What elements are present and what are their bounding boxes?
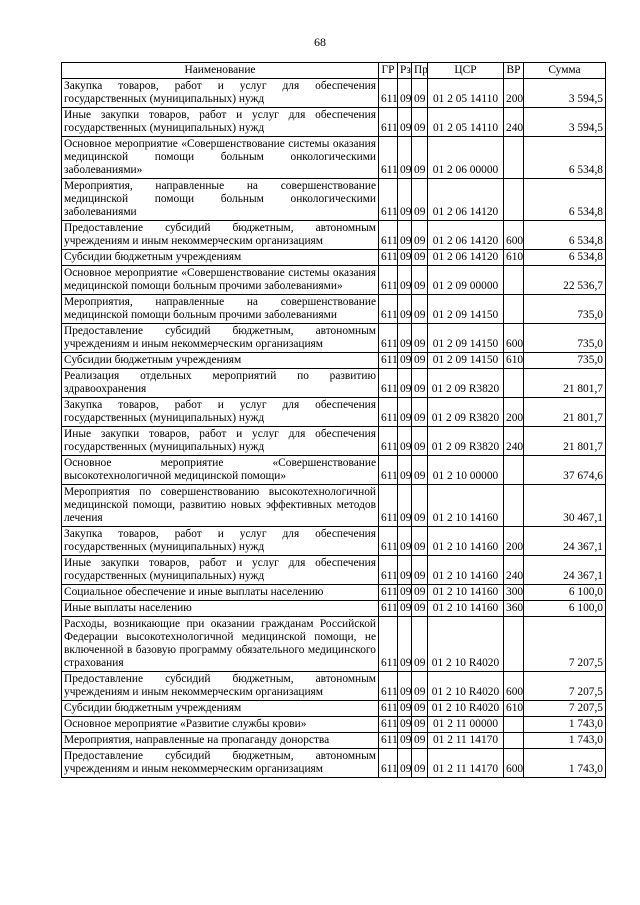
cell-pr: 09 — [412, 369, 428, 398]
cell-sum: 7 207,5 — [524, 672, 606, 701]
cell-gr: 611 — [379, 221, 398, 250]
cell-pr: 09 — [412, 585, 428, 601]
cell-vr: 600 — [504, 672, 524, 701]
cell-sum: 21 801,7 — [524, 369, 606, 398]
cell-pr: 09 — [412, 601, 428, 617]
cell-gr: 611 — [379, 672, 398, 701]
cell-pr: 09 — [412, 733, 428, 749]
cell-vr: 360 — [504, 601, 524, 617]
cell-pr: 09 — [412, 79, 428, 108]
cell-rz: 09 — [398, 749, 412, 778]
table-body — [62, 79, 606, 778]
cell-name: Расходы, возникающие при оказании гражданам Российской Федерации высокотехнологичной медицинской помощи, не включенной в базовую программу обязательного медицинского страхования — [62, 617, 379, 672]
cell-name: Иные закупки товаров, работ и услуг для обеспечения государственных (муниципальных) нужд — [62, 556, 379, 585]
cell-rz: 09 — [398, 179, 412, 221]
cell-name: Иные закупки товаров, работ и услуг для обеспечения государственных (муниципальных) нужд — [62, 427, 379, 456]
cell-name: Основное мероприятие «Развитие службы крови» — [62, 717, 379, 733]
cell-gr: 611 — [379, 733, 398, 749]
cell-vr — [504, 717, 524, 733]
table-row — [62, 672, 606, 701]
cell-rz: 09 — [398, 601, 412, 617]
cell-csr: 01 2 11 14170 — [428, 733, 504, 749]
table-row — [62, 179, 606, 221]
cell-rz: 09 — [398, 108, 412, 137]
table-row — [62, 324, 606, 353]
cell-pr: 09 — [412, 617, 428, 672]
cell-sum: 6 534,8 — [524, 221, 606, 250]
cell-rz: 09 — [398, 701, 412, 717]
table-row — [62, 601, 606, 617]
cell-pr: 09 — [412, 108, 428, 137]
table-row — [62, 353, 606, 369]
cell-rz: 09 — [398, 79, 412, 108]
cell-rz: 09 — [398, 485, 412, 527]
cell-name: Предоставление субсидий бюджетным, автономным учреждениям и иным некоммерческим организациям — [62, 749, 379, 778]
cell-vr — [504, 733, 524, 749]
cell-name: Предоставление субсидий бюджетным, автономным учреждениям и иным некоммерческим организациям — [62, 324, 379, 353]
cell-rz: 09 — [398, 456, 412, 485]
cell-name: Иные закупки товаров, работ и услуг для обеспечения государственных (муниципальных) нужд — [62, 108, 379, 137]
cell-name: Реализация отдельных мероприятий по развитию здравоохранения — [62, 369, 379, 398]
cell-name: Субсидии бюджетным учреждениям — [62, 701, 379, 717]
cell-rz: 09 — [398, 353, 412, 369]
cell-rz: 09 — [398, 585, 412, 601]
budget-table — [61, 62, 606, 778]
cell-csr: 01 2 05 14110 — [428, 108, 504, 137]
cell-pr: 09 — [412, 179, 428, 221]
cell-name: Предоставление субсидий бюджетным, автономным учреждениям и иным некоммерческим организациям — [62, 221, 379, 250]
cell-name: Субсидии бюджетным учреждениям — [62, 353, 379, 369]
cell-csr: 01 2 11 00000 — [428, 717, 504, 733]
cell-sum: 24 367,1 — [524, 556, 606, 585]
cell-pr: 09 — [412, 353, 428, 369]
table-row — [62, 295, 606, 324]
cell-csr: 01 2 10 R4020 — [428, 672, 504, 701]
cell-name: Основное мероприятие «Совершенствование системы оказания медицинской помощи больным онкологическими заболеваниями» — [62, 137, 379, 179]
table-row — [62, 369, 606, 398]
cell-pr: 09 — [412, 717, 428, 733]
table-row — [62, 137, 606, 179]
cell-gr: 611 — [379, 601, 398, 617]
cell-gr: 611 — [379, 369, 398, 398]
cell-rz: 09 — [398, 527, 412, 556]
cell-vr: 610 — [504, 701, 524, 717]
cell-vr: 200 — [504, 398, 524, 427]
cell-sum: 21 801,7 — [524, 398, 606, 427]
cell-vr — [504, 617, 524, 672]
table-row — [62, 717, 606, 733]
cell-pr: 09 — [412, 672, 428, 701]
header-sum: Сумма — [524, 63, 606, 79]
cell-rz: 09 — [398, 672, 412, 701]
cell-rz: 09 — [398, 266, 412, 295]
cell-csr: 01 2 06 00000 — [428, 137, 504, 179]
cell-rz: 09 — [398, 556, 412, 585]
cell-gr: 611 — [379, 398, 398, 427]
cell-sum: 1 743,0 — [524, 717, 606, 733]
cell-vr — [504, 295, 524, 324]
cell-vr — [504, 179, 524, 221]
cell-name: Субсидии бюджетным учреждениям — [62, 250, 379, 266]
cell-csr: 01 2 10 14160 — [428, 601, 504, 617]
cell-csr: 01 2 10 14160 — [428, 527, 504, 556]
header-csr: ЦСР — [428, 63, 504, 79]
table-row — [62, 398, 606, 427]
cell-name: Закупка товаров, работ и услуг для обеспечения государственных (муниципальных) нужд — [62, 527, 379, 556]
cell-gr: 611 — [379, 79, 398, 108]
cell-csr: 01 2 09 14150 — [428, 324, 504, 353]
cell-sum: 21 801,7 — [524, 427, 606, 456]
cell-vr — [504, 137, 524, 179]
cell-pr: 09 — [412, 701, 428, 717]
cell-sum: 24 367,1 — [524, 527, 606, 556]
cell-gr: 611 — [379, 585, 398, 601]
cell-sum: 735,0 — [524, 295, 606, 324]
table-row — [62, 456, 606, 485]
cell-pr: 09 — [412, 485, 428, 527]
cell-gr: 611 — [379, 179, 398, 221]
header-pr: Пр — [412, 63, 428, 79]
cell-vr: 300 — [504, 585, 524, 601]
cell-rz: 09 — [398, 221, 412, 250]
cell-sum: 30 467,1 — [524, 485, 606, 527]
header-vr: ВР — [504, 63, 524, 79]
cell-csr: 01 2 09 R3820 — [428, 427, 504, 456]
cell-sum: 1 743,0 — [524, 733, 606, 749]
cell-rz: 09 — [398, 137, 412, 179]
cell-vr: 200 — [504, 79, 524, 108]
cell-csr: 01 2 05 14110 — [428, 79, 504, 108]
table-row — [62, 108, 606, 137]
cell-sum: 3 594,5 — [524, 79, 606, 108]
cell-gr: 611 — [379, 137, 398, 179]
cell-name: Закупка товаров, работ и услуг для обеспечения государственных (муниципальных) нужд — [62, 398, 379, 427]
cell-csr: 01 2 10 R4020 — [428, 617, 504, 672]
cell-rz: 09 — [398, 733, 412, 749]
cell-rz: 09 — [398, 717, 412, 733]
cell-name: Мероприятия, направленные на совершенствование медицинской помощи больным онкологическими заболеваниями — [62, 179, 379, 221]
cell-name: Мероприятия по совершенствованию высокотехнологичной медицинской помощи, развитию новых эффективных методов лечения — [62, 485, 379, 527]
cell-gr: 611 — [379, 353, 398, 369]
cell-csr: 01 2 11 14170 — [428, 749, 504, 778]
cell-vr: 200 — [504, 527, 524, 556]
cell-csr: 01 2 06 14120 — [428, 221, 504, 250]
cell-gr: 611 — [379, 717, 398, 733]
cell-gr: 611 — [379, 295, 398, 324]
cell-vr: 610 — [504, 353, 524, 369]
cell-csr: 01 2 10 14160 — [428, 585, 504, 601]
header-name: Наименование — [62, 63, 379, 79]
cell-csr: 01 2 10 14160 — [428, 485, 504, 527]
cell-gr: 611 — [379, 701, 398, 717]
cell-vr: 610 — [504, 250, 524, 266]
table-row — [62, 79, 606, 108]
cell-name: Мероприятия, направленные на совершенствование медицинской помощи больным прочими заболеваниями — [62, 295, 379, 324]
cell-rz: 09 — [398, 295, 412, 324]
cell-vr — [504, 485, 524, 527]
cell-name: Предоставление субсидий бюджетным, автономным учреждениям и иным некоммерческим организациям — [62, 672, 379, 701]
cell-csr: 01 2 06 14120 — [428, 250, 504, 266]
cell-name: Основное мероприятие «Совершенствование системы оказания медицинской помощи больным прочими заболеваниями» — [62, 266, 379, 295]
cell-vr: 240 — [504, 556, 524, 585]
cell-sum: 37 674,6 — [524, 456, 606, 485]
table-row — [62, 427, 606, 456]
table-row — [62, 266, 606, 295]
cell-sum: 735,0 — [524, 353, 606, 369]
cell-gr: 611 — [379, 456, 398, 485]
header-rz: Рз — [398, 63, 412, 79]
cell-sum: 6 534,8 — [524, 137, 606, 179]
cell-rz: 09 — [398, 250, 412, 266]
cell-rz: 09 — [398, 427, 412, 456]
cell-vr: 600 — [504, 324, 524, 353]
cell-sum: 6 534,8 — [524, 250, 606, 266]
cell-csr: 01 2 09 R3820 — [428, 369, 504, 398]
table-row — [62, 733, 606, 749]
cell-gr: 611 — [379, 250, 398, 266]
cell-sum: 7 207,5 — [524, 701, 606, 717]
cell-pr: 09 — [412, 266, 428, 295]
cell-gr: 611 — [379, 266, 398, 295]
cell-csr: 01 2 09 14150 — [428, 353, 504, 369]
cell-vr: 240 — [504, 427, 524, 456]
cell-csr: 01 2 10 R4020 — [428, 701, 504, 717]
cell-pr: 09 — [412, 221, 428, 250]
cell-sum: 22 536,7 — [524, 266, 606, 295]
cell-gr: 611 — [379, 485, 398, 527]
table-row — [62, 585, 606, 601]
cell-pr: 09 — [412, 324, 428, 353]
cell-name: Мероприятия, направленные на пропаганду донорства — [62, 733, 379, 749]
cell-sum: 7 207,5 — [524, 617, 606, 672]
cell-rz: 09 — [398, 398, 412, 427]
cell-csr: 01 2 10 00000 — [428, 456, 504, 485]
cell-gr: 611 — [379, 324, 398, 353]
table-header-row — [62, 63, 606, 79]
cell-sum: 735,0 — [524, 324, 606, 353]
cell-gr: 611 — [379, 749, 398, 778]
header-gr: ГР — [379, 63, 398, 79]
cell-pr: 09 — [412, 527, 428, 556]
table-row — [62, 250, 606, 266]
cell-vr: 240 — [504, 108, 524, 137]
table-row — [62, 485, 606, 527]
cell-sum: 1 743,0 — [524, 749, 606, 778]
cell-rz: 09 — [398, 617, 412, 672]
cell-vr: 600 — [504, 221, 524, 250]
cell-vr — [504, 456, 524, 485]
cell-sum: 3 594,5 — [524, 108, 606, 137]
cell-pr: 09 — [412, 556, 428, 585]
cell-pr: 09 — [412, 137, 428, 179]
cell-vr — [504, 266, 524, 295]
cell-pr: 09 — [412, 250, 428, 266]
page-number: 68 — [314, 35, 326, 49]
cell-sum: 6 534,8 — [524, 179, 606, 221]
cell-pr: 09 — [412, 456, 428, 485]
table-row — [62, 749, 606, 778]
cell-csr: 01 2 10 14160 — [428, 556, 504, 585]
cell-pr: 09 — [412, 295, 428, 324]
cell-csr: 01 2 09 14150 — [428, 295, 504, 324]
cell-gr: 611 — [379, 617, 398, 672]
table-row — [62, 221, 606, 250]
cell-name: Иные выплаты населению — [62, 601, 379, 617]
cell-pr: 09 — [412, 749, 428, 778]
cell-pr: 09 — [412, 398, 428, 427]
cell-gr: 611 — [379, 427, 398, 456]
table-row — [62, 556, 606, 585]
cell-vr: 600 — [504, 749, 524, 778]
cell-sum: 6 100,0 — [524, 585, 606, 601]
cell-name: Основное мероприятие «Совершенствование высокотехнологичной медицинской помощи» — [62, 456, 379, 485]
cell-gr: 611 — [379, 527, 398, 556]
cell-gr: 611 — [379, 556, 398, 585]
cell-gr: 611 — [379, 108, 398, 137]
table-row — [62, 701, 606, 717]
cell-rz: 09 — [398, 324, 412, 353]
cell-csr: 01 2 06 14120 — [428, 179, 504, 221]
cell-name: Социальное обеспечение и иные выплаты населению — [62, 585, 379, 601]
cell-pr: 09 — [412, 427, 428, 456]
cell-rz: 09 — [398, 369, 412, 398]
cell-name: Закупка товаров, работ и услуг для обеспечения государственных (муниципальных) нужд — [62, 79, 379, 108]
cell-sum: 6 100,0 — [524, 601, 606, 617]
table-row — [62, 527, 606, 556]
table-row — [62, 617, 606, 672]
cell-csr: 01 2 09 00000 — [428, 266, 504, 295]
cell-csr: 01 2 09 R3820 — [428, 398, 504, 427]
cell-vr — [504, 369, 524, 398]
